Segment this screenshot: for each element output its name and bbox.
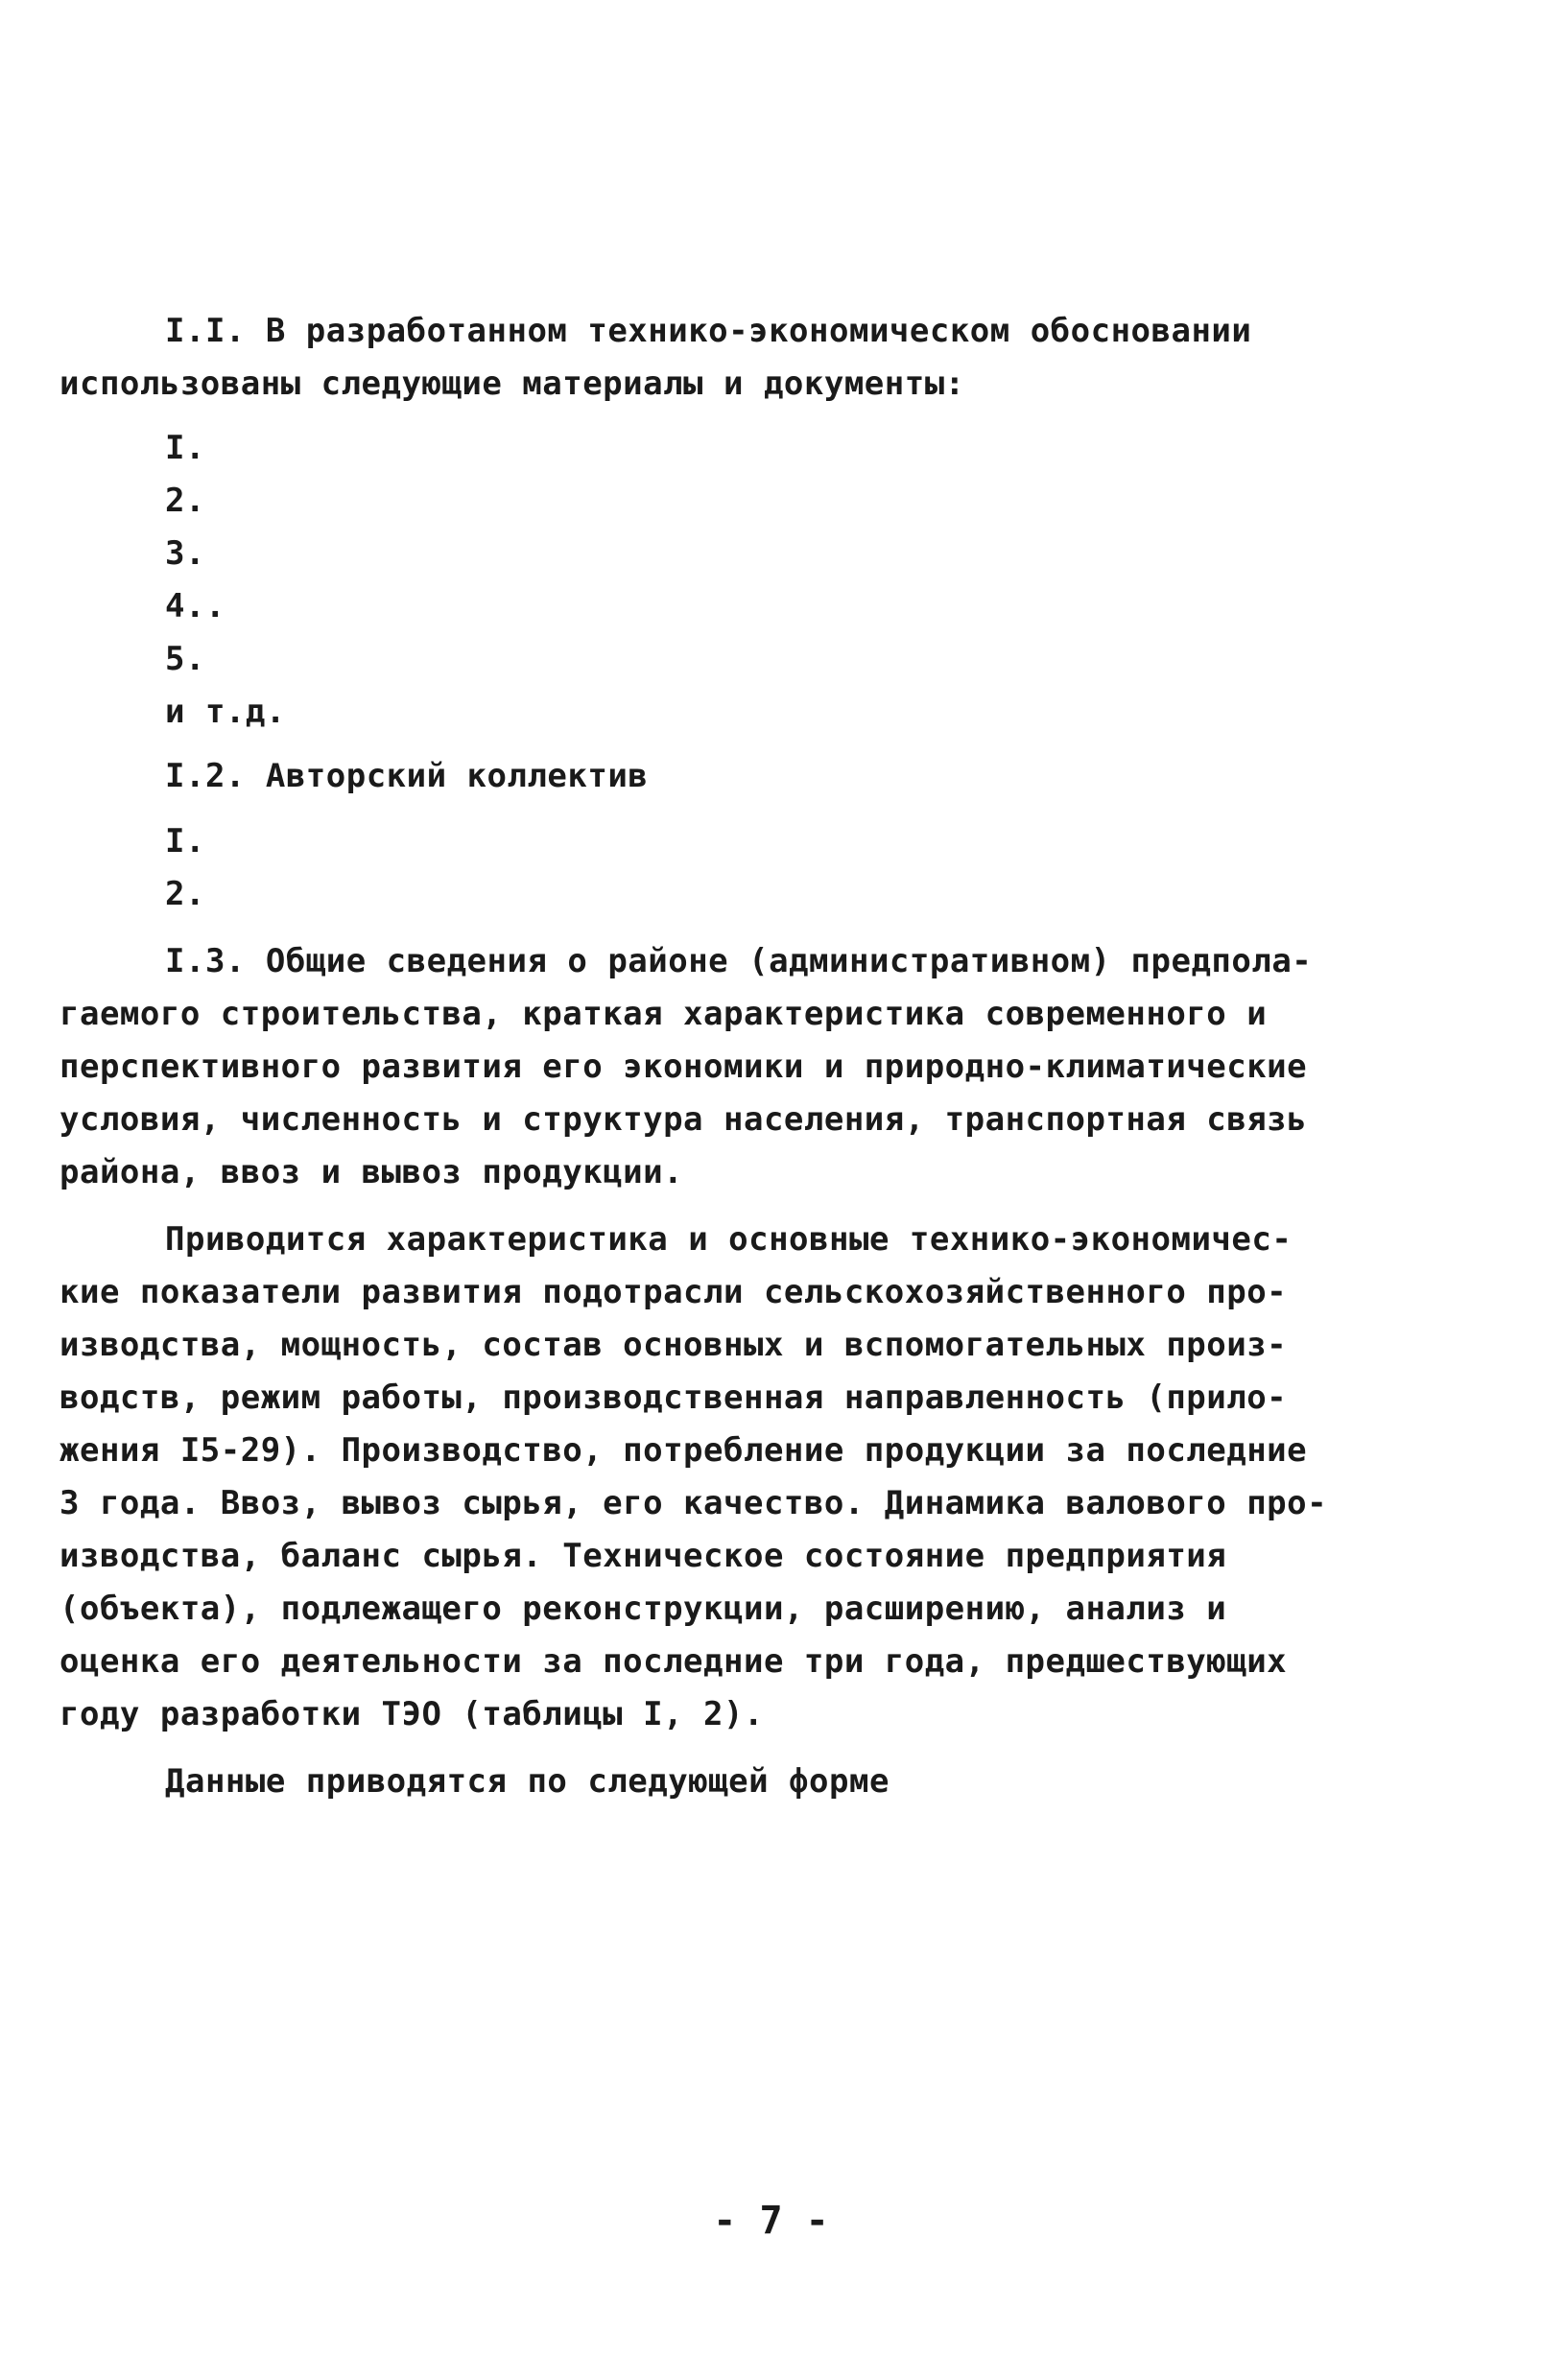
- page-number: - 7 -: [713, 2199, 829, 2243]
- list-item: 5.: [165, 640, 205, 678]
- list-item: и т.д.: [165, 693, 286, 731]
- list-item: 4..: [165, 587, 225, 625]
- paragraph-line: Данные приводятся по следующей форме: [165, 1762, 890, 1801]
- section-1-2-heading: I.2. Авторский коллектив: [165, 757, 649, 795]
- paragraph-line: водств, режим работы, производственная направленность (прило-: [59, 1379, 1288, 1417]
- section-1-3-line: гаемого строительства, краткая характеристика современного и: [59, 995, 1268, 1033]
- list-item: 2.: [165, 875, 205, 913]
- paragraph-line: изводства, баланс сырья. Техническое состояние предприятия: [59, 1537, 1227, 1575]
- paragraph-line: 3 года. Ввоз, вывоз сырья, его качество. Динамика валового про-: [59, 1484, 1328, 1522]
- paragraph-line: изводства, мощность, состав основных и вспомогательных произ-: [59, 1326, 1288, 1364]
- section-1-3-line: I.3. Общие сведения о районе (административном) предпола-: [165, 942, 1313, 980]
- section-1-1-line: использованы следующие материалы и документы:: [59, 365, 965, 403]
- section-1-1-line: I.I. В разработанном технико-экономическом обосновании: [165, 312, 1252, 350]
- list-item: 2.: [165, 482, 205, 520]
- section-1-3-line: перспективного развития его экономики и природно-климатические: [59, 1048, 1308, 1086]
- section-1-3-line: условия, численность и структура населения, транспортная связь: [59, 1100, 1308, 1139]
- list-item: I.: [165, 822, 205, 860]
- paragraph-line: году разработки ТЭО (таблицы I, 2).: [59, 1695, 764, 1733]
- section-1-3-line: района, ввоз и вывоз продукции.: [59, 1153, 684, 1191]
- paragraph-line: кие показатели развития подотрасли сельскохозяйственного про-: [59, 1273, 1288, 1311]
- list-item: 3.: [165, 534, 205, 573]
- paragraph-line: (объекта), подлежащего реконструкции, расширению, анализ и: [59, 1590, 1227, 1628]
- paragraph-line: оценка его деятельности за последние три года, предшествующих: [59, 1642, 1288, 1681]
- paragraph-line: жения I5-29). Производство, потребление продукции за последние: [59, 1431, 1308, 1470]
- list-item: I.: [165, 429, 205, 467]
- paragraph-line: Приводится характеристика и основные технико-экономичес-: [165, 1220, 1293, 1259]
